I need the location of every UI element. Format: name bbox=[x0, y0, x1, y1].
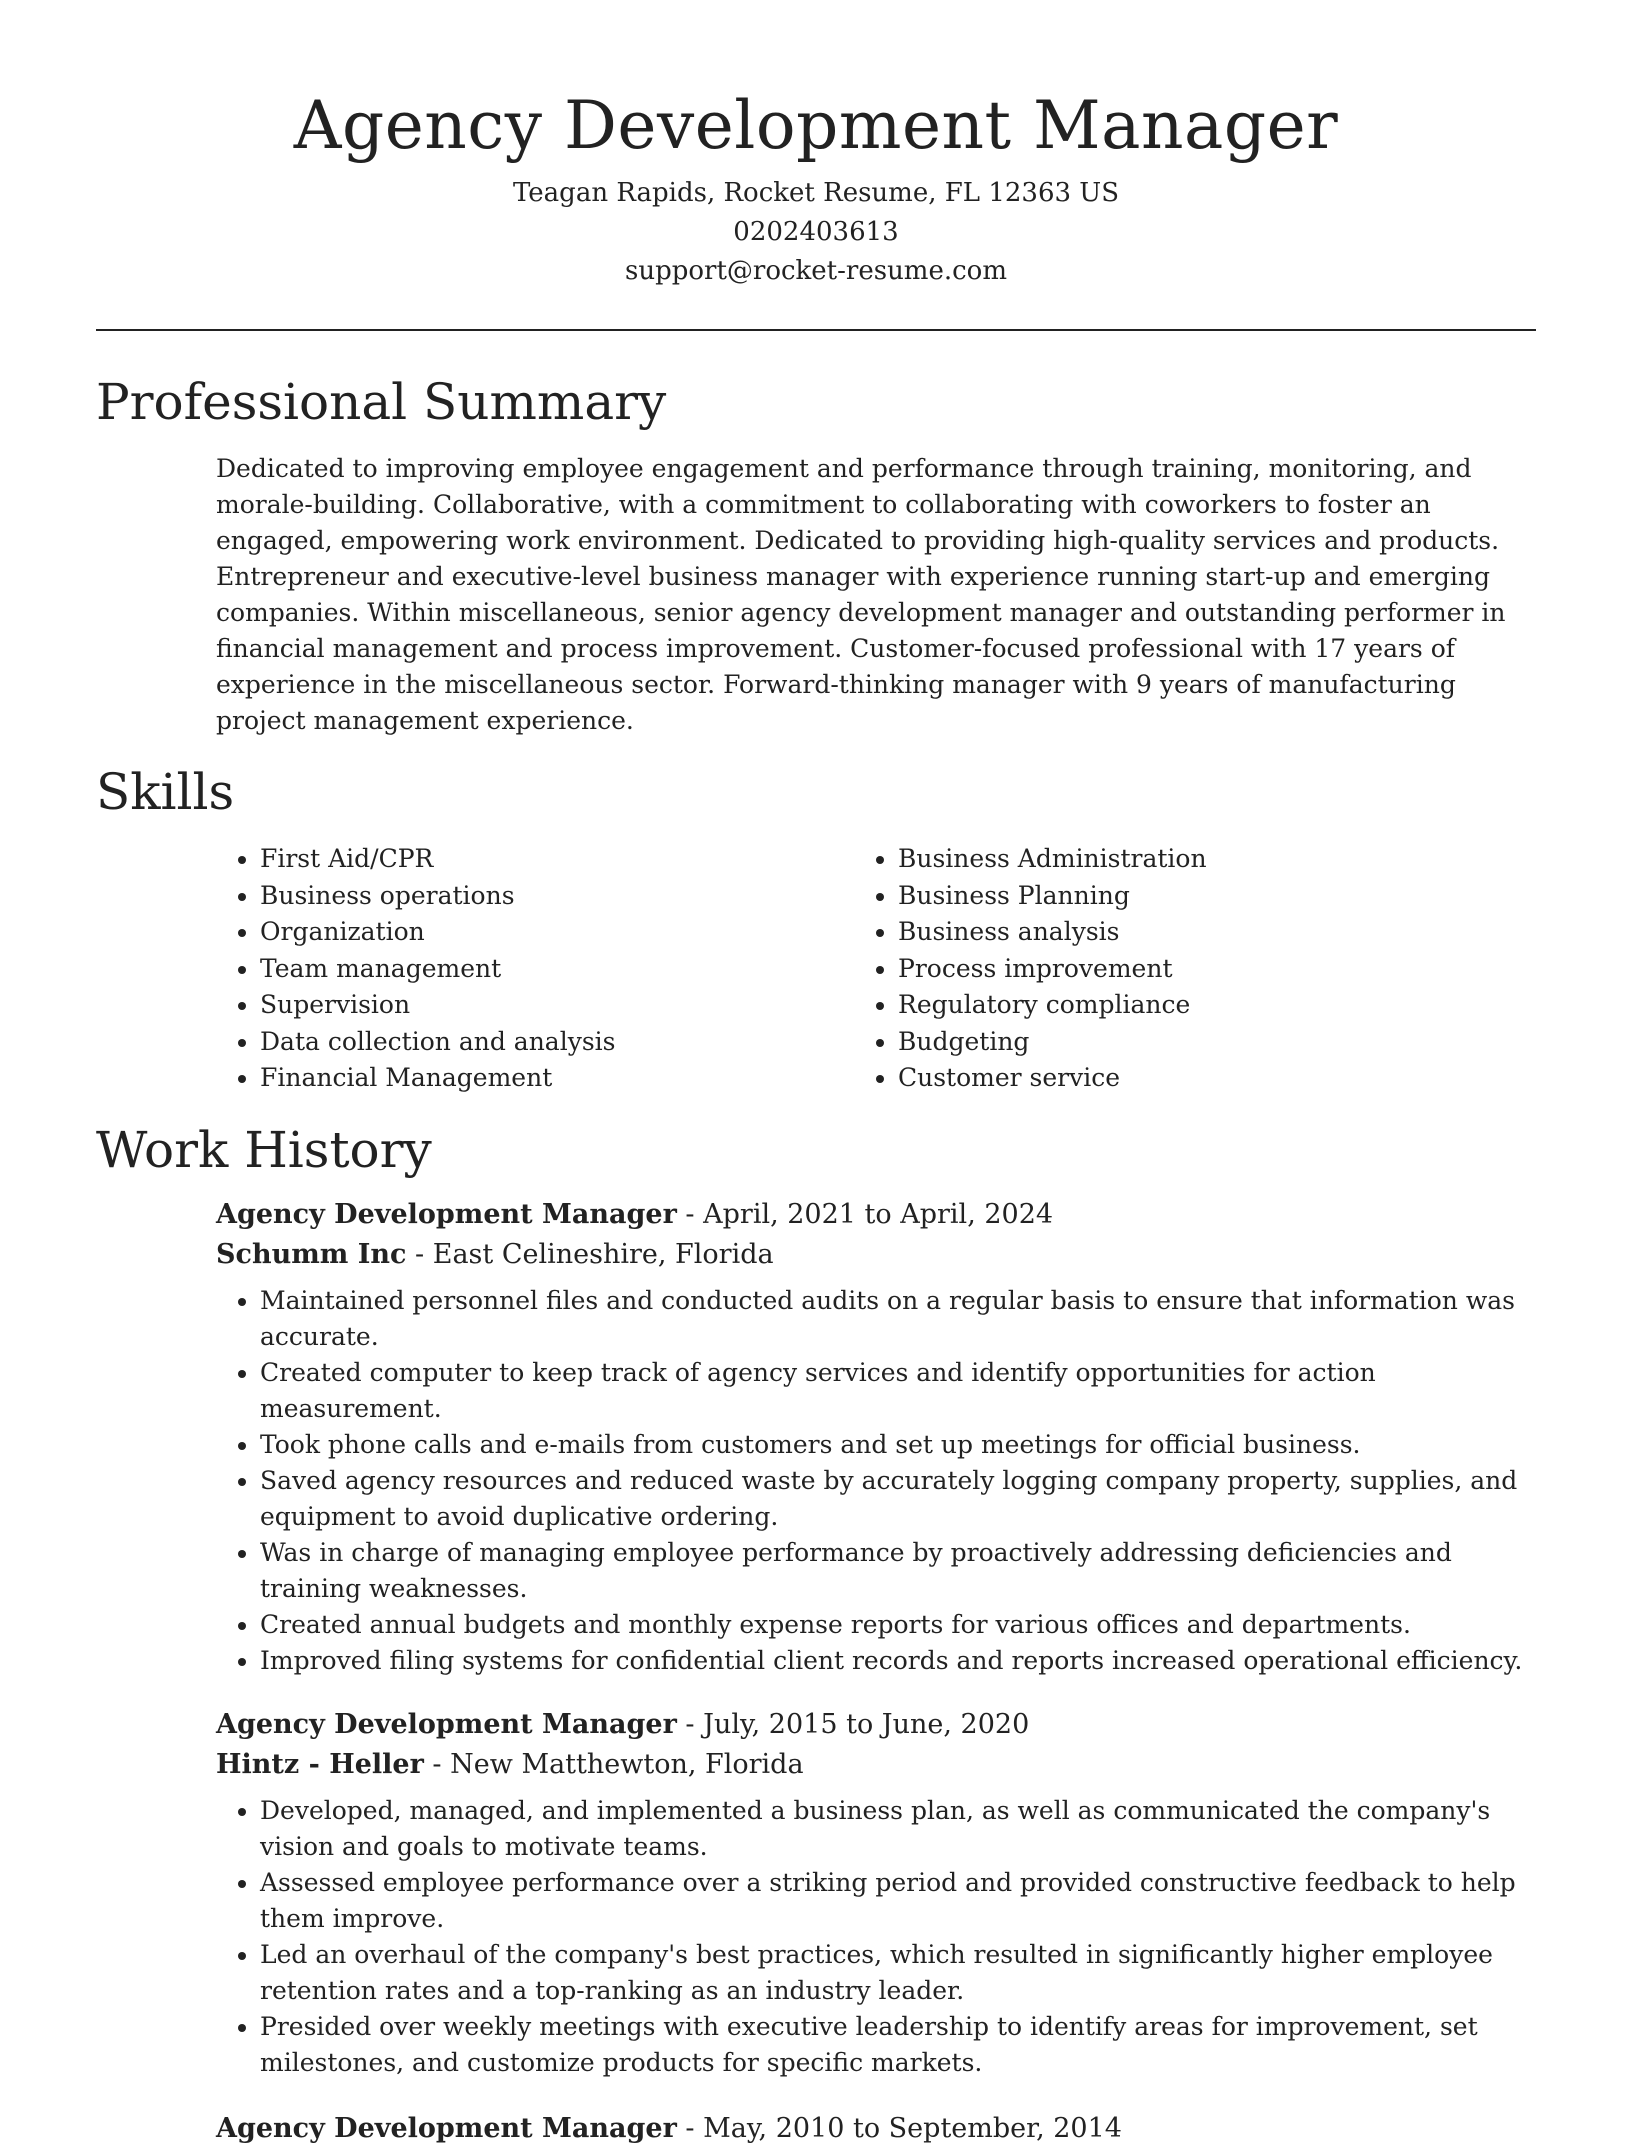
job-role: Agency Development Manager bbox=[216, 2112, 677, 2144]
job-dates: May, 2010 to September, 2014 bbox=[703, 2112, 1122, 2144]
skill-item: • Business Planning bbox=[898, 878, 1536, 915]
job-entry bbox=[216, 1195, 1536, 1679]
job-bullet: • Presided over weekly meetings with executive leadership to identify areas for improvement, set milestones, and customize products for specific markets. bbox=[260, 2009, 1536, 2081]
dash-separator: - bbox=[432, 1748, 451, 1780]
dash-separator: - bbox=[415, 1238, 433, 1270]
job-bullet: • Maintained personnel files and conducted audits on a regular basis to ensure that information was accurate. bbox=[260, 1283, 1536, 1355]
skills-heading: Skills bbox=[96, 763, 235, 821]
job-company-line bbox=[216, 1745, 1536, 1785]
job-title-line bbox=[216, 1705, 1536, 1745]
summary-heading: Professional Summary bbox=[96, 373, 667, 431]
job-bullet: • Was in charge of managing employee performance by proactively addressing deficiencies and training weaknesses. bbox=[260, 1535, 1536, 1607]
job-role: Agency Development Manager bbox=[216, 1708, 677, 1740]
job-bullets bbox=[216, 1793, 1536, 2081]
job-company: Hintz - Heller bbox=[216, 1748, 424, 1780]
phone: 0202403613 bbox=[733, 217, 899, 247]
skills-column-right bbox=[898, 841, 1536, 1097]
skill-item: • Business analysis bbox=[898, 914, 1536, 951]
skill-item: • Data collection and analysis bbox=[260, 1024, 898, 1061]
resume-header bbox=[96, 0, 1536, 291]
contact-info bbox=[96, 174, 1536, 291]
skill-item: • Business operations bbox=[260, 878, 898, 915]
dash-separator: - bbox=[685, 1708, 704, 1740]
candidate-name: Agency Development Manager bbox=[293, 87, 1339, 164]
job-bullet: • Developed, managed, and implemented a business plan, as well as communicated the company's vision and goals to motivate teams. bbox=[260, 1793, 1536, 1865]
job-company: Schumm Inc bbox=[216, 1238, 407, 1270]
job-title-line bbox=[216, 2109, 1536, 2149]
skill-item: • Organization bbox=[260, 914, 898, 951]
skill-item: • Budgeting bbox=[898, 1024, 1536, 1061]
job-title-line bbox=[216, 1195, 1536, 1235]
skill-item: • Business Administration bbox=[898, 841, 1536, 878]
job-bullet: • Created annual budgets and monthly expense reports for various offices and departments. bbox=[260, 1607, 1536, 1643]
job-bullet: • Assessed employee performance over a striking period and provided constructive feedback to help them improve. bbox=[260, 1865, 1536, 1937]
job-role: Agency Development Manager bbox=[216, 1198, 677, 1230]
dash-separator: - bbox=[685, 2112, 704, 2144]
job-bullets bbox=[216, 1283, 1536, 1679]
skill-item: • Financial Management bbox=[260, 1060, 898, 1097]
resume-page bbox=[96, 0, 1536, 2149]
dash-separator: - bbox=[685, 1198, 704, 1230]
email: support@rocket-resume.com bbox=[624, 256, 1007, 286]
job-bullet: • Saved agency resources and reduced waste by accurately logging company property, supplies, and equipment to avoid duplicative ordering. bbox=[260, 1463, 1536, 1535]
job-bullet: • Took phone calls and e-mails from customers and set up meetings for official business. bbox=[260, 1427, 1536, 1463]
job-location: New Matthewton, Florida bbox=[450, 1748, 804, 1780]
job-entry bbox=[216, 1705, 1536, 2081]
job-location: East Celineshire, Florida bbox=[432, 1238, 774, 1270]
address: Teagan Rapids, Rocket Resume, FL 12363 US bbox=[512, 178, 1120, 208]
skill-item: • Regulatory compliance bbox=[898, 987, 1536, 1024]
skill-item: • Supervision bbox=[260, 987, 898, 1024]
skill-item: • Customer service bbox=[898, 1060, 1536, 1097]
skills-column-left bbox=[216, 841, 898, 1097]
job-dates: April, 2021 to April, 2024 bbox=[703, 1198, 1054, 1230]
work-history-heading: Work History bbox=[96, 1120, 432, 1179]
job-bullet: • Created computer to keep track of agency services and identify opportunities for action measurement. bbox=[260, 1355, 1536, 1427]
job-bullet: • Improved filing systems for confidential client records and reports increased operational efficiency. bbox=[260, 1643, 1536, 1679]
summary-text: Dedicated to improving employee engagement and performance through training, monitoring, and morale-building. Collaborative, with a commitment to collaborating with coworkers to foster an engaged, empowering work environment. Dedicated to providing high-quality services and products. Entrepreneur and executive-level business manager with experience running start-up and emerging companies. Within miscellaneous, senior agency development manager and outstanding performer in financial management and process improvement. Customer-focused professional with 17 years of experience in the miscellaneous sector. Forward-thinking manager with 9 years of manufacturing project management experience. bbox=[216, 454, 1506, 735]
skill-item: • Process improvement bbox=[898, 951, 1536, 988]
job-dates: July, 2015 to June, 2020 bbox=[703, 1708, 1030, 1740]
skills-grid bbox=[216, 841, 1536, 1097]
job-bullet: • Led an overhaul of the company's best practices, which resulted in significantly higher employee retention rates and a top-ranking as an industry leader. bbox=[260, 1937, 1536, 2009]
header-divider bbox=[96, 329, 1536, 331]
skill-item: • First Aid/CPR bbox=[260, 841, 898, 878]
job-entry bbox=[216, 2109, 1536, 2149]
job-company-line bbox=[216, 1235, 1536, 1275]
skill-item: • Team management bbox=[260, 951, 898, 988]
